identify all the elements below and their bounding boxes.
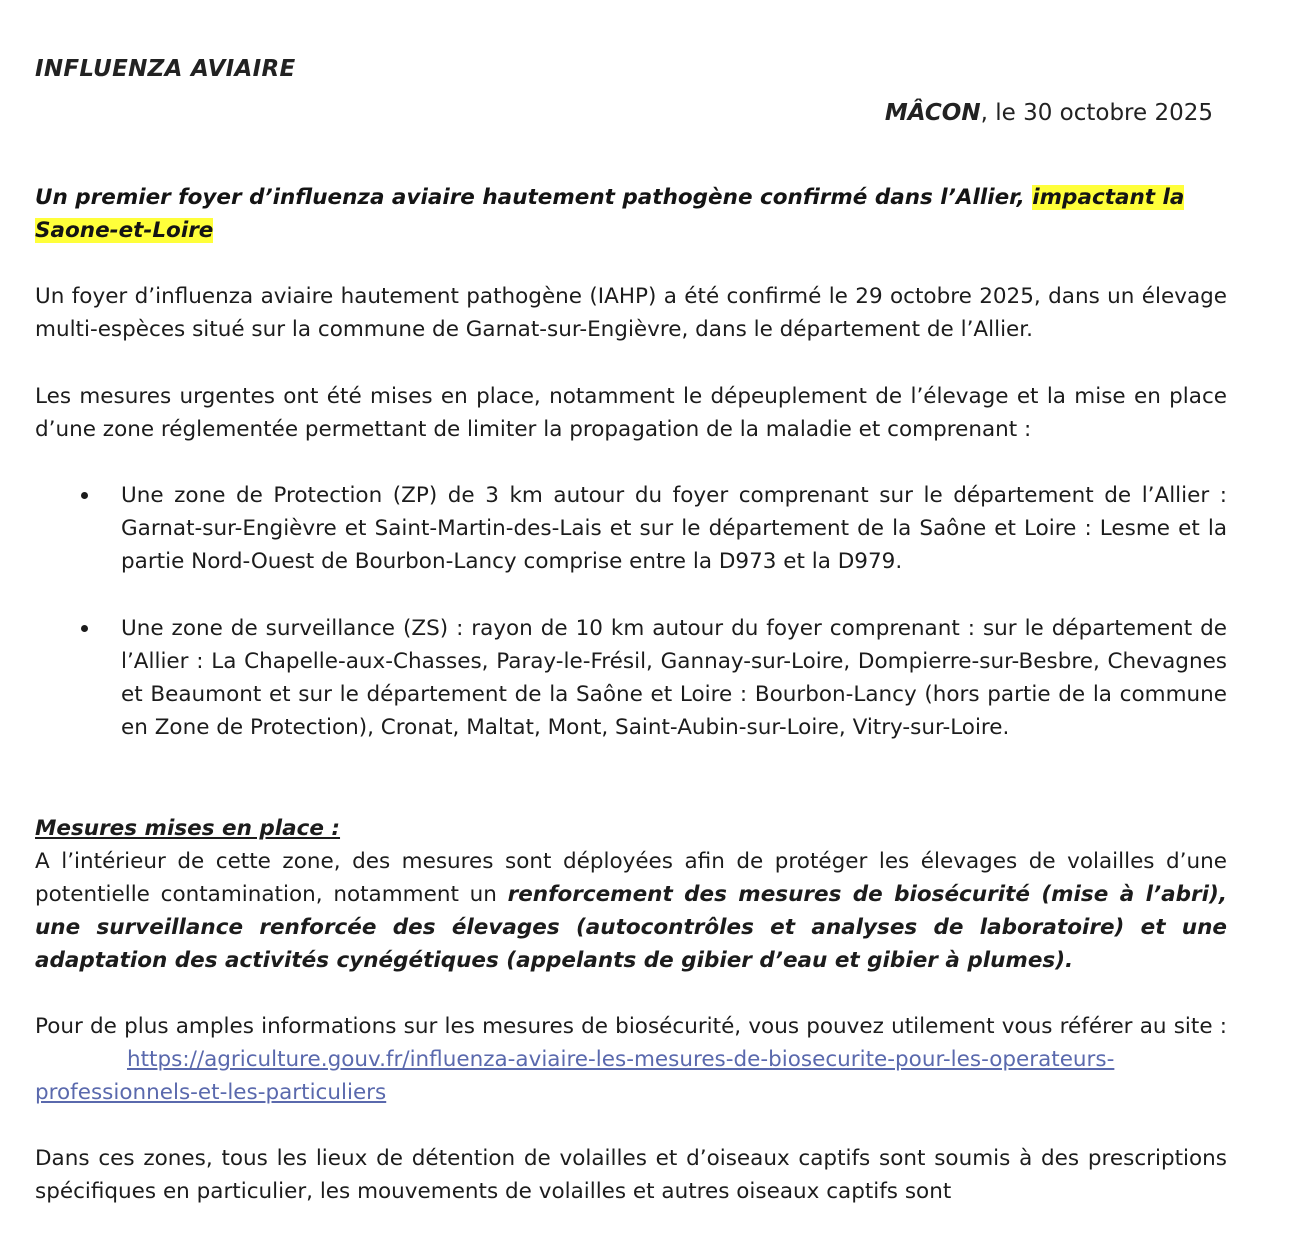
dateline-date: , le 30 octobre 2025 <box>980 100 1213 126</box>
more-info-text: Pour de plus amples informations sur les mesures de biosécurité, vous pouvez utilement vous référer au site : <box>35 1014 1227 1039</box>
headline <box>35 181 1215 247</box>
bullet-protection-zone <box>35 479 1227 578</box>
bullet-surveillance-zone <box>35 612 1227 744</box>
bullet-text: Une zone de surveillance (ZS) : rayon de 10 km autour du foyer comprenant : sur le département de l’Allier : La Chapelle-aux-Chasses, Paray-le-Frésil, Gannay-sur-Loire, Dompierre-sur-Besbre, Chevagnes et Beaumont et sur le département de la Saône et Loire : Bourbon-Lancy (hors partie de la commune en Zone de Protection), Cronat, Maltat, Mont, Saint-Aubin-sur-Loire, Vitry-sur-Loire. <box>121 616 1227 740</box>
paragraph-measures <box>35 845 1227 977</box>
biosecurity-link[interactable]: https://agriculture.gouv.fr/influenza-aviaire-les-mesures-de-biosecurite-pour-les-operateurs-professionnels-et-les-particuliers <box>35 1047 1115 1105</box>
section-title-measures: Mesures mises en place : <box>35 816 341 841</box>
headline-text: Un premier foyer d’influenza aviaire hautement pathogène confirmé dans l’Allier, <box>35 185 1033 210</box>
protection-zone-list <box>35 479 1227 578</box>
dateline-city: MÂCON <box>884 100 981 126</box>
measures-emphasis: renforcement des mesures de biosécurité (mise à l’abri), une surveillance renforcée des élevages (autocontrôles et analyses de laboratoire) et une adaptation des activités cynégétiques (appelants de gibier d’eau et gibier à plumes). <box>35 882 1227 973</box>
bullet-text: Une zone de Protection (ZP) de 3 km autour du foyer comprenant sur le département de l’Allier : Garnat-sur-Engièvre et Saint-Martin-des-Lais et sur le département de la Saône et Loire : Lesme et la partie Nord-Ouest de Bourbon-Lancy comprise entre la D973 et la D979. <box>121 483 1227 574</box>
paragraph-more-info <box>35 1010 1227 1109</box>
bullet-dot-icon <box>81 625 88 632</box>
measures-intro: A l’intérieur de cette zone, des mesures sont déployées afin de protéger les élevages de volailles d’une potentielle contamination, notamment un <box>35 849 1227 907</box>
paragraph-outbreak-confirmation: Un foyer d’influenza aviaire hautement pathogène (IAHP) a été confirmé le 29 octobre 2025, dans un élevage multi-espèces situé sur la commune de Garnat-sur-Engièvre, dans le département de l’Allier. <box>35 284 1227 342</box>
document-kicker: INFLUENZA AVIAIRE <box>35 56 296 82</box>
bullet-dot-icon <box>81 492 88 499</box>
surveillance-zone-list <box>35 612 1227 744</box>
paragraph-zone-prescriptions: Dans ces zones, tous les lieux de détention de volailles et d’oiseaux captifs sont soumis à des prescriptions spécifiques en particulier, les mouvements de volailles et autres oiseaux captifs sont <box>35 1146 1227 1204</box>
headline-highlight: impactant la Saone-et-Loire <box>35 185 1185 243</box>
dateline <box>885 100 1213 126</box>
paragraph-urgent-measures: Les mesures urgentes ont été mises en place, notamment le dépeuplement de l’élevage et la mise en place d’une zone réglementée permettant de limiter la propagation de la maladie et comprenant : <box>35 384 1227 442</box>
